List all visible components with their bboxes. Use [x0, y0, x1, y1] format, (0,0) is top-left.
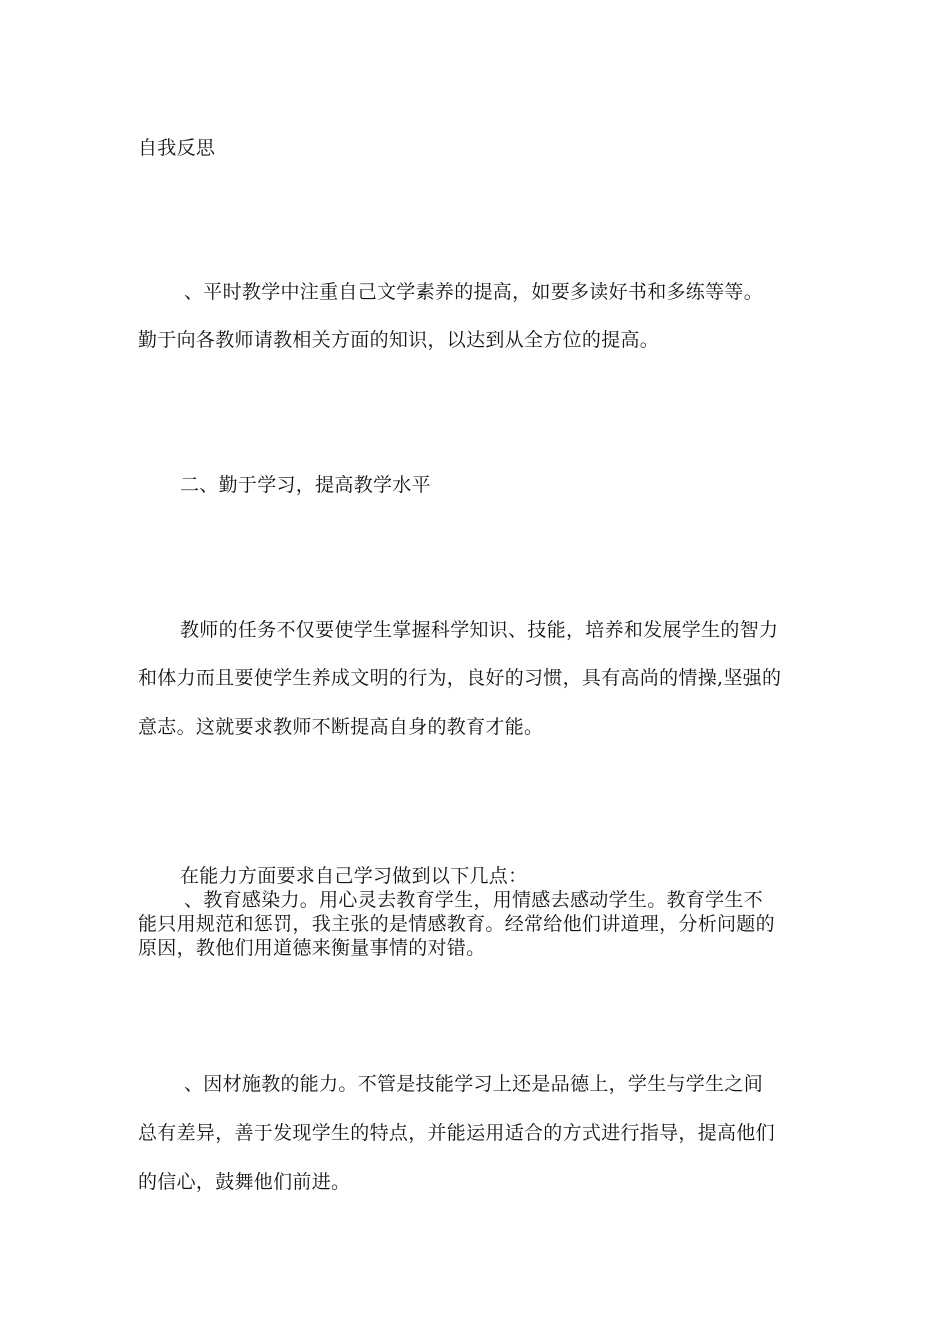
paragraph-4-line-1: 、因材施教的能力。不管是技能学习上还是品德上，学生与学生之间 [184, 1073, 764, 1095]
paragraph-3-line-3: 能只用规范和惩罚，我主张的是情感教育。经常给他们讲道理，分析问题的 [138, 913, 775, 935]
paragraph-3-line-2: 、教育感染力。用心灵去教育学生，用情感去感动学生。教育学生不 [184, 889, 764, 911]
paragraph-4-line-3: 的信心，鼓舞他们前进。 [138, 1171, 351, 1193]
paragraph-2-line-2: 和体力而且要使学生养成文明的行为，良好的习惯，具有高尚的情操,坚强的 [138, 667, 782, 689]
paragraph-3-line-1: 在能力方面要求自己学习做到以下几点： [180, 865, 528, 887]
paragraph-2-line-3: 意志。这就要求教师不断提高自身的教育才能。 [138, 716, 544, 738]
paragraph-4-line-2: 总有差异，善于发现学生的特点，并能运用适合的方式进行指导，提高他们 [138, 1122, 775, 1144]
section-heading-2: 二、勤于学习，提高教学水平 [180, 474, 431, 496]
paragraph-3-line-4: 原因，教他们用道德来衡量事情的对错。 [138, 937, 486, 959]
paragraph-1-line-1: 、平时教学中注重自己文学素养的提高，如要多读好书和多练等等。 [184, 281, 764, 303]
paragraph-2-line-1: 教师的任务不仅要使学生掌握科学知识、技能，培养和发展学生的智力 [180, 619, 779, 641]
document-title: 自我反思 [138, 137, 216, 159]
paragraph-1-line-2: 勤于向各教师请教相关方面的知识，以达到从全方位的提高。 [138, 329, 660, 351]
